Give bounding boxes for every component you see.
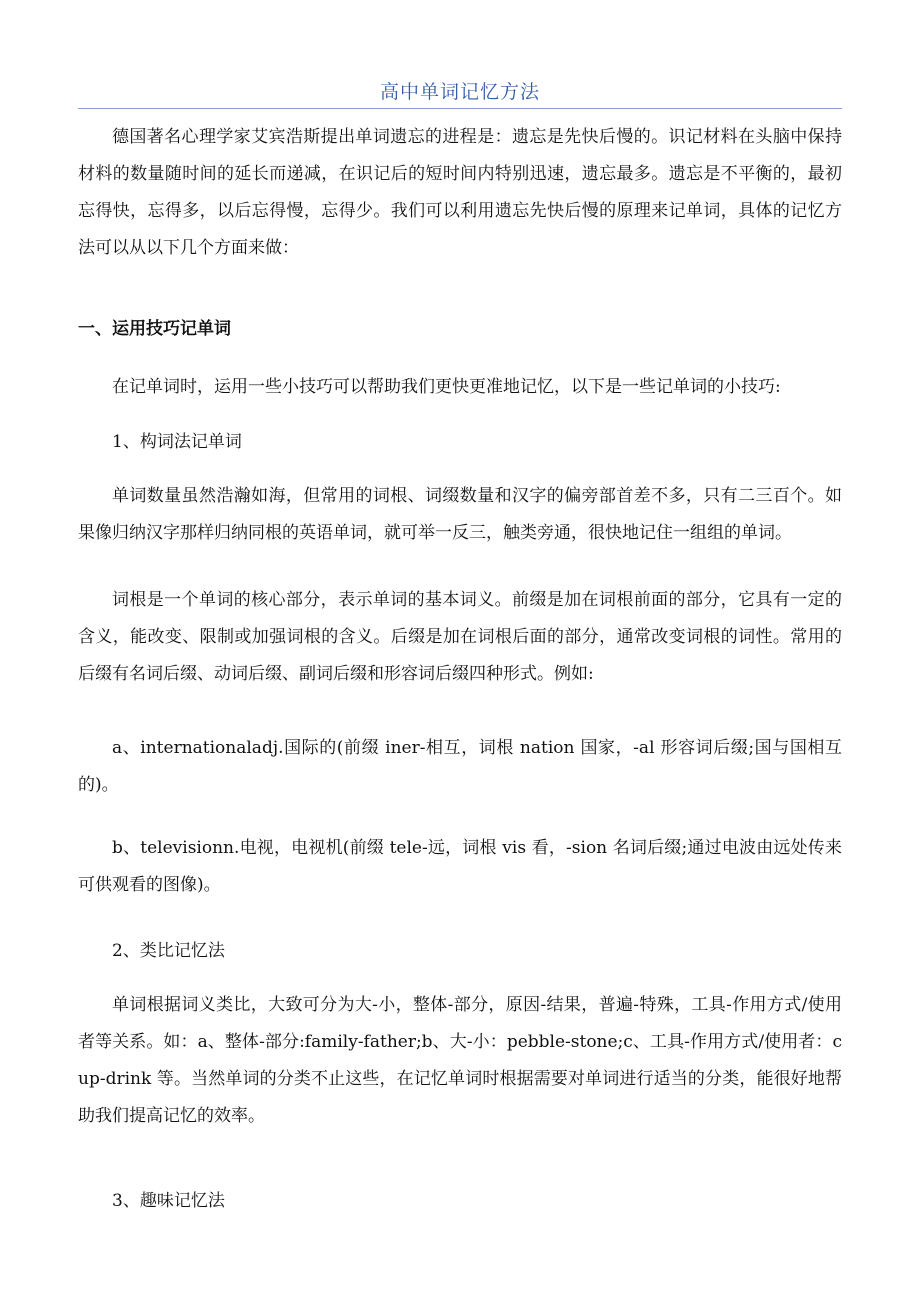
subheading-3: 3、趣味记忆法	[112, 1191, 225, 1211]
sub1-paragraph-1: 单词数量虽然浩瀚如海，但常用的词根、词缀数量和汉字的偏旁部首差不多，只有二三百个。如果像归纳汉字那样归纳同根的英语单词，就可举一反三，触类旁通，很快地记住一组组的单词。	[78, 486, 842, 543]
document-title: 高中单词记忆方法	[379, 81, 540, 103]
section-1-intro: 在记单词时，运用一些小技巧可以帮助我们更快更准地记忆，以下是一些记单词的小技巧:	[112, 377, 781, 397]
sub1-paragraph-2: 词根是一个单词的核心部分，表示单词的基本词义。前缀是加在词根前面的部分，它具有一定的含义，能改变、限制或加强词根的含义。后缀是加在词根后面的部分，通常改变词根的词性。常用的后缀有名词后缀、动词后缀、副词后缀和形容词后缀四种形式。例如:	[78, 590, 842, 684]
title-divider	[78, 108, 842, 109]
example-a: a、internationaladj.国际的(前缀 iner-相互，词根 nation 国家，-al 形容词后缀;国与国相互的)。	[78, 738, 842, 795]
intro-paragraph: 德国著名心理学家艾宾浩斯提出单词遗忘的进程是：遗忘是先快后慢的。识记材料在头脑中保持材料的数量随时间的延长而递减，在识记后的短时间内特别迅速，遗忘最多。遗忘是不平衡的，最初忘得快，忘得多，以后忘得慢，忘得少。我们可以利用遗忘先快后慢的原理来记单词，具体的记忆方法可以从以下几个方面来做：	[78, 127, 842, 258]
subheading-1: 1、构词法记单词	[112, 432, 242, 452]
sub2-paragraph: 单词根据词义类比，大致可分为大-小，整体-部分，原因-结果，普遍-特殊，工具-作用方式/使用者等关系。如：a、整体-部分:family-father;b、大-小：pebble-stone;c、工具-作用方式/使用者：cup-drink 等。当然单词的分类不止这些，在记忆单词时根据需要对单词进行适当的分类，能很好地帮助我们提高记忆的效率。	[78, 995, 842, 1126]
section-heading-1: 一、运用技巧记单词	[78, 319, 231, 339]
example-b: b、televisionn.电视，电视机(前缀 tele-远，词根 vis 看，-sion 名词后缀;通过电波由远处传来可供观看的图像)。	[78, 838, 842, 895]
subheading-2: 2、类比记忆法	[112, 941, 225, 961]
